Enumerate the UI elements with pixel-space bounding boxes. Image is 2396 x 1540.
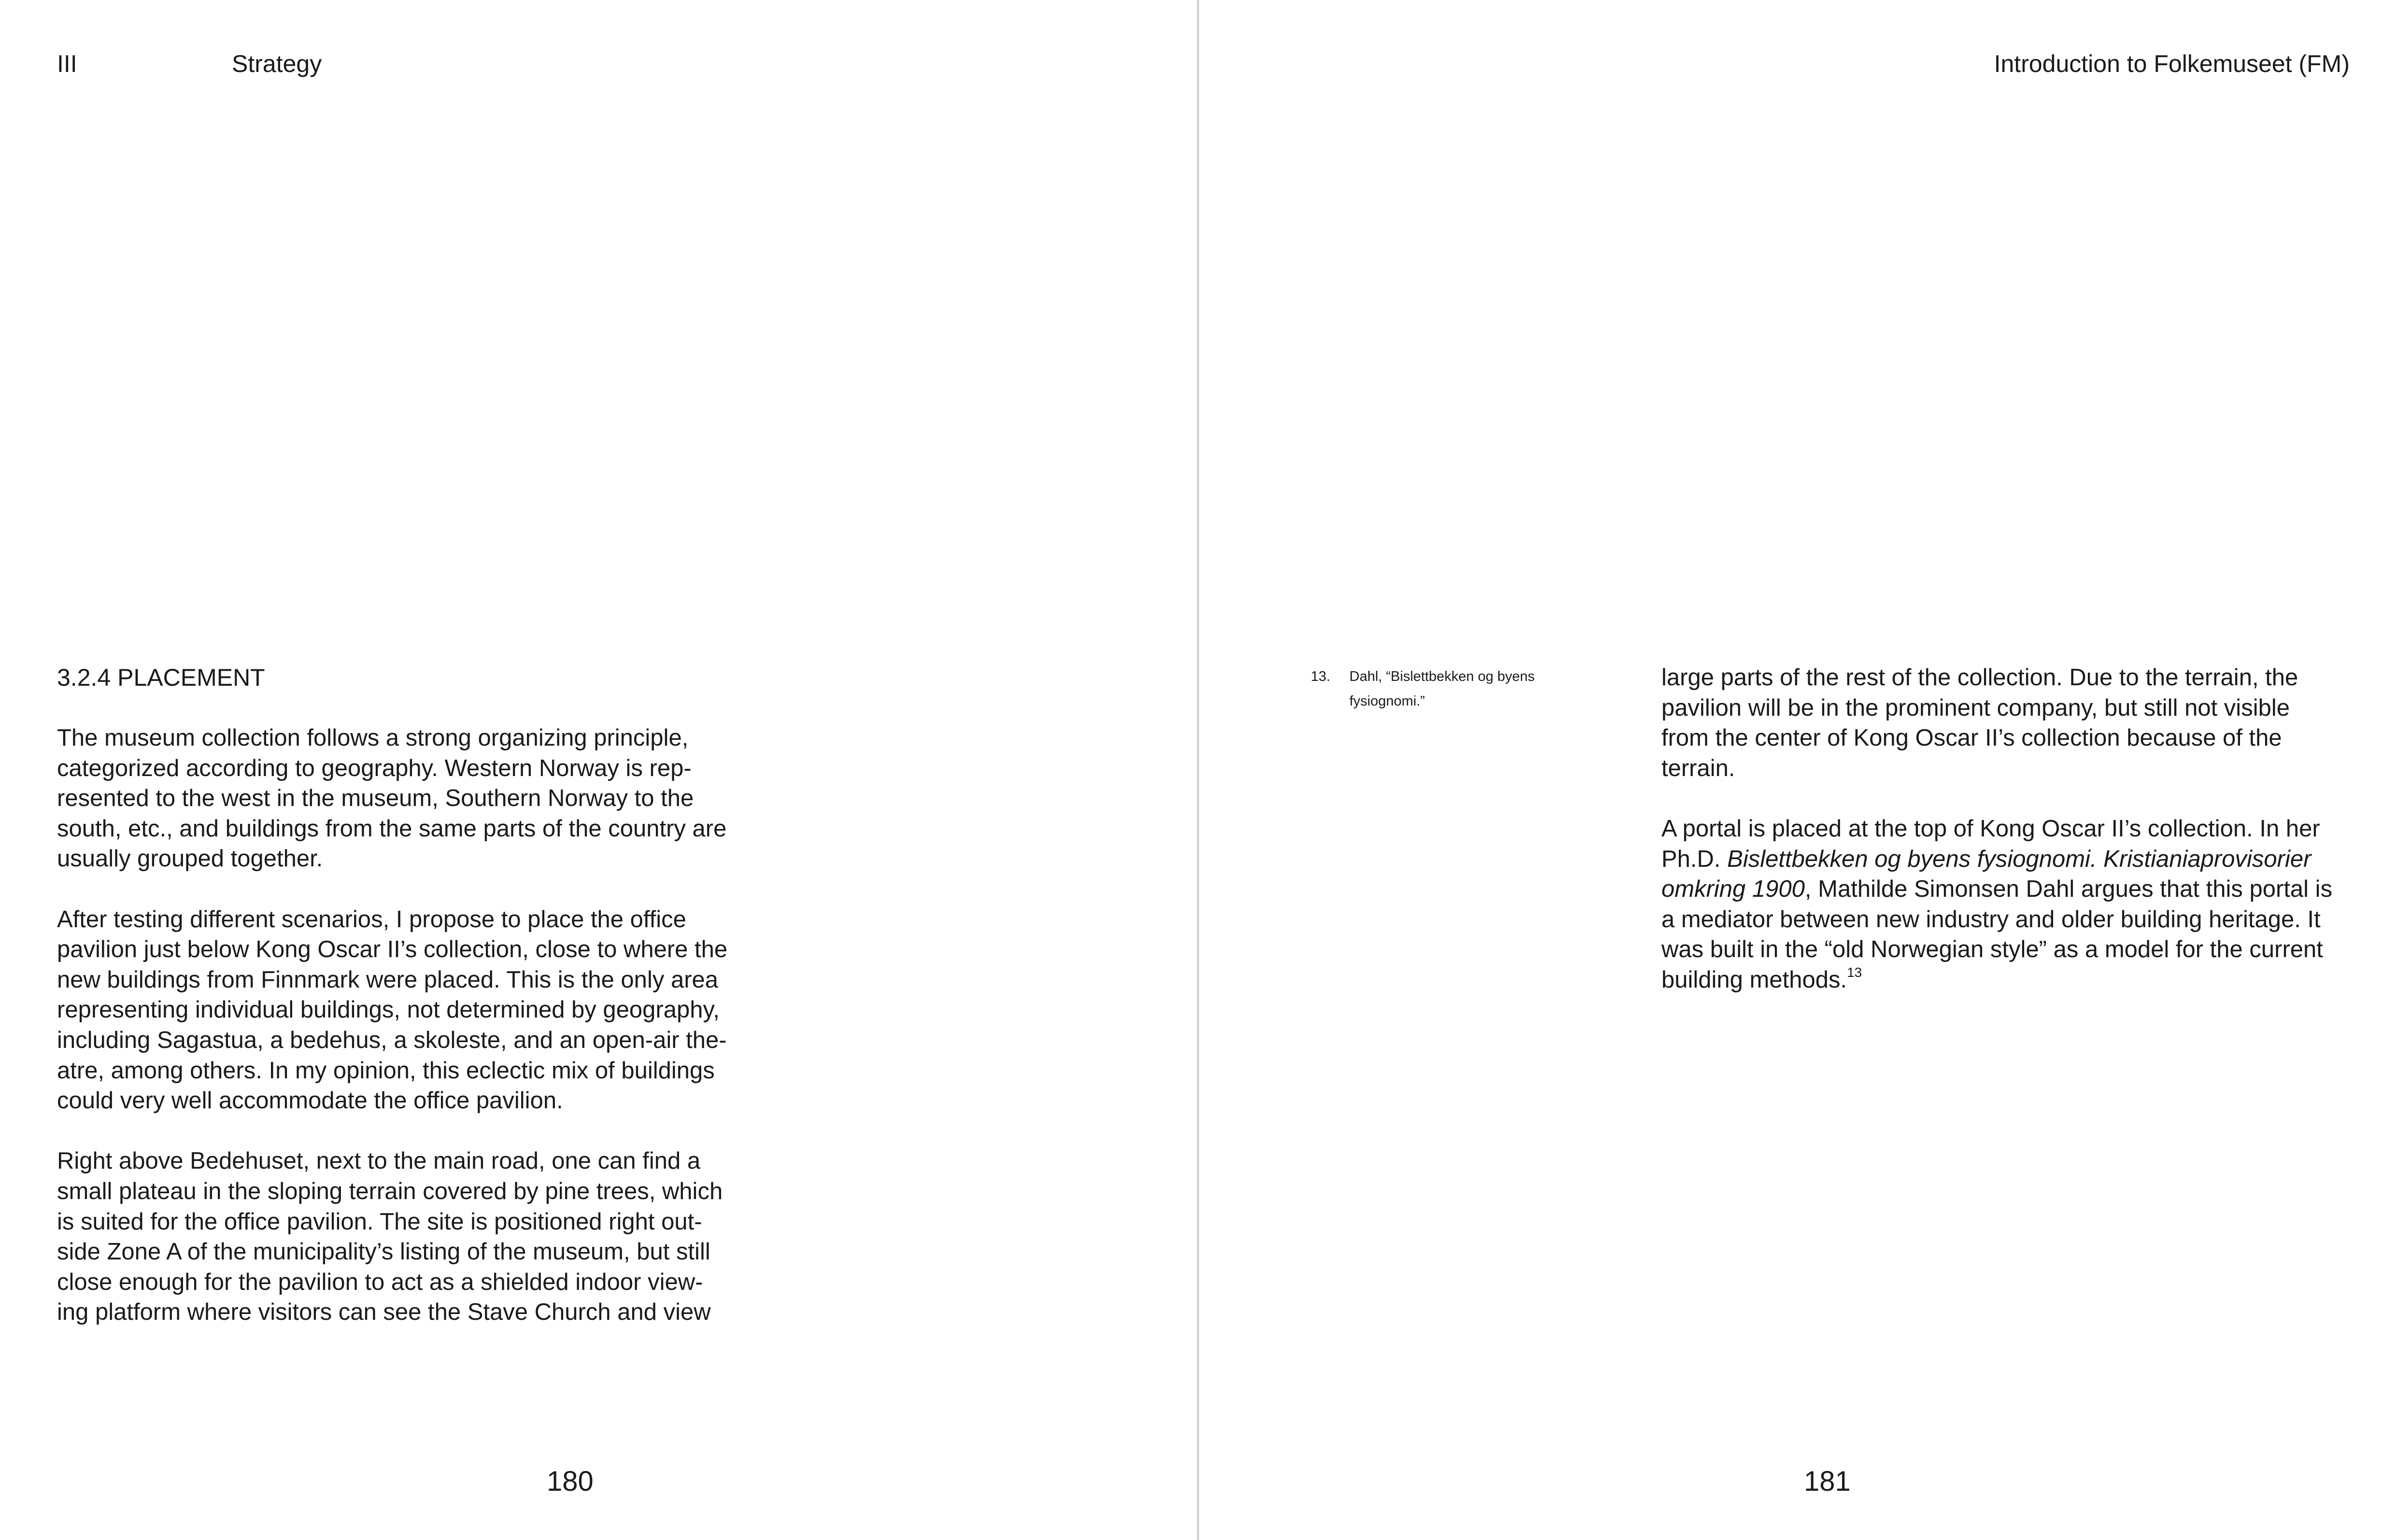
left-body-text: [57, 723, 743, 1357]
text-line: categorized according to geography. Western Norway is rep-: [57, 755, 692, 781]
text-line: was built in the “old Norwegian style” as a model for the current: [1661, 936, 2323, 963]
text-line: pavilion just below Kong Oscar II’s collection, close to where the: [57, 936, 728, 963]
page-gutter-divider: [1197, 0, 1199, 1540]
text-run: building methods.: [1661, 966, 1847, 993]
text-line: pavilion will be in the prominent company, but still not visible: [1661, 694, 2290, 721]
text-line: resented to the west in the museum, Southern Norway to the: [57, 785, 694, 812]
paragraph-2: [57, 904, 743, 1116]
paragraph-portal: [1661, 814, 2357, 995]
text-line: usually grouped together.: [57, 846, 323, 872]
page-number-right: 181: [1804, 1466, 1851, 1497]
text-run: , Mathilde Simonsen Dahl argues that this portal is: [1804, 876, 2333, 903]
footnote-text-line: Dahl, “Bislettbekken og byens: [1349, 669, 1535, 684]
text-line: [1661, 844, 2357, 875]
footnote-text-line: fysiognomi.”: [1349, 693, 1425, 709]
text-line: new buildings from Finnmark were placed. This is the only area: [57, 966, 719, 993]
left-page: [0, 0, 1197, 1540]
running-head-chapter-title: Introduction to Folkemuseet (FM): [1994, 50, 2350, 77]
text-line: a mediator between new industry and older building heritage. It: [1661, 906, 2321, 932]
running-head-section-number: III: [57, 50, 77, 77]
text-line: After testing different scenarios, I propose to place the office: [57, 906, 686, 932]
text-line: ing platform where visitors can see the Stave Church and view: [57, 1299, 711, 1326]
paragraph-3: [57, 1146, 743, 1328]
book-title-italic: omkring 1900: [1661, 876, 1805, 903]
footnote-reference: 13: [1847, 964, 1862, 980]
page-number-left: 180: [547, 1466, 594, 1497]
text-line: close enough for the pavilion to act as a shielded indoor view-: [57, 1269, 703, 1295]
text-line: could very well accommodate the office pavilion.: [57, 1088, 563, 1114]
text-line: is suited for the office pavilion. The site is positioned right out-: [57, 1208, 702, 1235]
footnote-number: 13.: [1311, 669, 1331, 684]
text-line: representing individual buildings, not determined by geography,: [57, 997, 720, 1023]
text-line: [1661, 965, 2357, 995]
paragraph-continued: [1661, 663, 2357, 783]
text-line: south, etc., and buildings from the same parts of the country are: [57, 815, 727, 842]
text-line: large parts of the rest of the collection. Due to the terrain, the: [1661, 664, 2298, 691]
right-page: [1200, 0, 2396, 1540]
text-line: small plateau in the sloping terrain covered by pine trees, which: [57, 1178, 723, 1204]
text-line: atre, among others. In my opinion, this eclectic mix of buildings: [57, 1057, 715, 1084]
right-body-text: [1661, 663, 2357, 1025]
book-title-italic: Bislettbekken og byens fysiognomi. Kristianiaprovisorier: [1727, 846, 2311, 872]
text-line: A portal is placed at the top of Kong Oscar II’s collection. In her: [1661, 815, 2320, 842]
text-line: Right above Bedehuset, next to the main road, one can find a: [57, 1148, 701, 1174]
text-line: The museum collection follows a strong organizing principle,: [57, 725, 689, 751]
paragraph-1: [57, 723, 743, 874]
footnote: [1311, 664, 1535, 714]
text-line: [1661, 874, 2357, 904]
section-heading: 3.2.4 PLACEMENT: [57, 664, 265, 691]
text-run: Ph.D.: [1661, 846, 1728, 872]
text-line: terrain.: [1661, 755, 1735, 781]
running-head-section-title: Strategy: [232, 50, 322, 77]
text-line: including Sagastua, a bedehus, a skoleste, and an open-air the-: [57, 1027, 727, 1053]
text-line: from the center of Kong Oscar II’s collection because of the: [1661, 725, 2282, 751]
text-line: side Zone A of the municipality’s listing of the museum, but still: [57, 1239, 710, 1265]
